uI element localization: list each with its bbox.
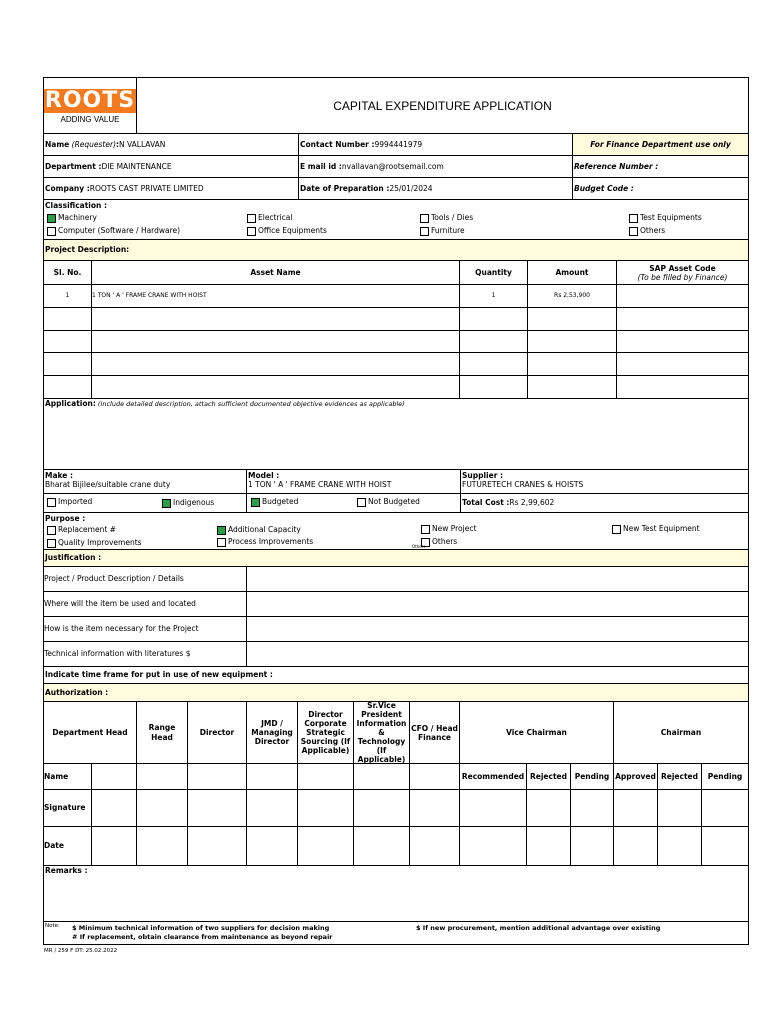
asset-amount[interactable] — [528, 331, 617, 352]
checkbox-icon[interactable] — [421, 525, 430, 534]
asset-qty[interactable] — [460, 308, 528, 330]
auth-name-cell[interactable] — [298, 764, 354, 789]
checkbox-icon[interactable] — [47, 498, 56, 507]
classification-option[interactable]: Tools / Dies — [420, 213, 473, 223]
total-cost-cell — [461, 494, 748, 512]
justification-row — [44, 567, 748, 592]
budgeted-option[interactable]: Budgeted — [251, 497, 298, 507]
imported-option[interactable]: Imported — [47, 497, 92, 507]
auth-row-label: Date — [44, 827, 92, 865]
department-label: Department : — [45, 161, 102, 171]
justification-answer[interactable] — [247, 617, 748, 641]
checkbox-icon[interactable] — [247, 214, 256, 223]
table-row — [44, 285, 748, 308]
classification-option[interactable]: Others — [629, 226, 665, 236]
auth-date-cell[interactable] — [247, 827, 298, 865]
asset-sl[interactable] — [44, 353, 92, 375]
col-sl-no: Sl. No. — [44, 261, 92, 284]
company-label: Company : — [45, 183, 90, 193]
department-row — [44, 156, 748, 178]
checkbox-icon[interactable] — [420, 227, 429, 236]
auth-date-cell[interactable] — [298, 827, 354, 865]
auth-signature-cell[interactable] — [702, 790, 748, 826]
asset-name[interactable] — [92, 376, 460, 398]
remarks-row[interactable] — [44, 866, 748, 922]
auth-date-cell[interactable] — [658, 827, 702, 865]
auth-signature-cell[interactable] — [527, 790, 571, 826]
justification-answer[interactable] — [247, 567, 748, 591]
origin-cell — [44, 494, 247, 512]
name-label: Name — [45, 139, 70, 149]
supplier-label: Supplier : — [462, 471, 504, 480]
checkbox-icon[interactable] — [247, 227, 256, 236]
logo-word: ROOTS — [44, 89, 137, 113]
timeframe-field[interactable]: Indicate time frame for put in use of new equipment : — [44, 667, 748, 684]
auth-col-header: Chairman — [660, 727, 702, 737]
note-1: $ Minimum technical information of two suppliers for decision making — [72, 924, 330, 932]
table-row — [44, 376, 748, 399]
contact-cell — [299, 134, 573, 155]
auth-row-label: Name — [44, 764, 92, 789]
auth-signature-cell[interactable] — [247, 790, 298, 826]
auth-signature-cell[interactable] — [188, 790, 247, 826]
col-asset-name: Asset Name — [92, 261, 460, 284]
auth-col-header: JMD / Managing Director — [247, 702, 298, 763]
auth-date-cell[interactable] — [354, 827, 410, 865]
justification-row — [44, 642, 748, 667]
company-value[interactable]: ROOTS CAST PRIVATE LIMITED — [89, 183, 204, 193]
asset-table-header — [44, 261, 748, 285]
asset-sap[interactable] — [617, 308, 748, 330]
asset-qty[interactable] — [460, 331, 528, 352]
purpose-option[interactable]: New Test Equipment — [612, 524, 700, 534]
col-amount: Amount — [528, 261, 617, 284]
model-label: Model : — [248, 471, 280, 480]
justification-row — [44, 592, 748, 617]
email-value[interactable]: nvallavan@rootsemail.com — [341, 161, 444, 171]
auth-col-header: Department Head — [44, 702, 137, 763]
procurement-row — [44, 494, 748, 513]
asset-sl[interactable] — [44, 331, 92, 352]
checkbox-icon[interactable] — [612, 525, 621, 534]
auth-name-cell[interactable] — [188, 764, 247, 789]
model-cell[interactable] — [247, 470, 461, 493]
capex-form — [43, 77, 749, 945]
table-row — [44, 331, 748, 353]
asset-qty[interactable] — [460, 353, 528, 375]
auth-name-cell[interactable] — [354, 764, 410, 789]
checkbox-icon[interactable] — [420, 214, 429, 223]
asset-sap[interactable] — [617, 376, 748, 398]
ch-pending: Pending — [707, 771, 743, 781]
company-cell — [44, 178, 299, 199]
asset-name[interactable]: 1 TON ' A ' FRAME CRANE WITH HOIST — [92, 285, 460, 307]
classification-option[interactable]: Machinery — [47, 213, 97, 223]
table-row — [44, 308, 748, 331]
make-value[interactable]: Bharat Bijilee/suitable crane duty — [45, 480, 171, 489]
total-cost-value[interactable]: Rs 2,99,602 — [509, 498, 555, 507]
ch-approved: Approved — [614, 764, 658, 789]
application-note: (Include detailed description, attach sufficient documented objective evidences as applicable) — [95, 400, 405, 408]
asset-sap[interactable] — [617, 331, 748, 352]
auth-signature-cell[interactable] — [137, 790, 188, 826]
asset-amount[interactable]: Rs 2,53,900 — [528, 285, 617, 307]
auth-name-cell[interactable] — [92, 764, 137, 789]
company-row — [44, 178, 748, 200]
asset-sap[interactable] — [617, 285, 748, 307]
asset-name[interactable] — [92, 353, 460, 375]
auth-signature-cell[interactable] — [410, 790, 460, 826]
name-row — [44, 134, 748, 156]
total-cost-label: Total Cost : — [462, 498, 510, 507]
name-sub-label: (Requester) — [71, 139, 116, 149]
justification-question: Project / Product Description / Details — [44, 567, 247, 591]
make-model-supplier-row — [44, 470, 748, 494]
auth-col-header: CFO / Head Finance — [410, 702, 460, 763]
classification-option[interactable]: Electrical — [247, 213, 292, 223]
supplier-value[interactable]: FUTURETECH CRANES & HOISTS — [462, 480, 584, 489]
checkbox-icon[interactable] — [47, 214, 56, 223]
form-title: CAPITAL EXPENDITURE APPLICATION — [333, 98, 552, 113]
purpose-option[interactable]: Process Improvements — [217, 537, 313, 547]
authorization-table-header — [44, 702, 748, 764]
contact-number[interactable]: 9994441979 — [374, 139, 423, 149]
asset-qty[interactable] — [460, 376, 528, 398]
col-sap-code: SAP Asset Code (To be filled by Finance) — [637, 263, 728, 282]
checkbox-icon[interactable] — [251, 498, 260, 507]
application-field[interactable] — [44, 399, 405, 409]
make-label: Make : — [45, 471, 74, 480]
make-cell[interactable] — [44, 470, 247, 493]
auth-col-header: Director Corporate Strategic Sourcing (If Applicable) — [298, 702, 354, 763]
checkbox-icon[interactable] — [162, 499, 171, 508]
purpose-row — [44, 513, 748, 550]
finance-only-note: For Finance Department use only — [573, 134, 748, 155]
others-small-label: Others — [412, 544, 426, 549]
vc-recommended: Recommended — [460, 764, 527, 789]
auth-signature-cell[interactable] — [571, 790, 614, 826]
company-logo — [44, 78, 137, 134]
note-label: Note: — [45, 923, 60, 929]
note-3: $ If new procurement, mention additional advantage over existing — [416, 924, 661, 932]
email-label: E mail id : — [300, 161, 342, 171]
name-cell: Name (Requester) : N VALLAVAN — [44, 134, 299, 155]
application-row[interactable] — [44, 399, 748, 470]
auth-date-cell[interactable] — [188, 827, 247, 865]
reference-number-field[interactable]: Reference Number : — [574, 161, 659, 171]
asset-amount[interactable] — [528, 308, 617, 330]
justification-answer[interactable] — [247, 642, 748, 666]
auth-name-cell[interactable] — [410, 764, 460, 789]
auth-name-cell[interactable] — [137, 764, 188, 789]
checkbox-icon[interactable] — [357, 498, 366, 507]
asset-sl[interactable]: 1 — [44, 285, 92, 307]
purpose-option[interactable]: New Project — [421, 524, 476, 534]
justification-row — [44, 617, 748, 642]
auth-date-cell[interactable] — [460, 827, 527, 865]
logo-tagline: ADDING VALUE — [60, 114, 120, 124]
checkbox-icon[interactable] — [47, 526, 56, 535]
email-cell — [299, 156, 573, 177]
table-row — [44, 353, 748, 376]
auth-date-cell[interactable] — [92, 827, 137, 865]
purpose-label: Purpose : — [45, 514, 86, 523]
checkbox-icon[interactable] — [217, 538, 226, 547]
model-value[interactable]: 1 TON ' A ' FRAME CRANE WITH HOIST — [248, 480, 392, 489]
justification-question: How is the item necessary for the Project — [44, 617, 247, 641]
budget-cell — [247, 494, 461, 512]
classification-option[interactable]: Office Equipments — [247, 226, 327, 236]
classification-label: Classification : — [45, 201, 107, 210]
checkbox-icon[interactable] — [629, 227, 638, 236]
auth-date-cell[interactable] — [571, 827, 614, 865]
auth-col-header: Director — [188, 702, 247, 763]
vc-pending: Pending — [571, 764, 614, 789]
auth-date-cell[interactable] — [527, 827, 571, 865]
asset-amount[interactable] — [528, 376, 617, 398]
classification-option[interactable]: Test Equipments — [629, 213, 702, 223]
auth-signature-cell[interactable] — [614, 790, 658, 826]
auth-date-cell[interactable] — [410, 827, 460, 865]
purpose-option[interactable]: Quality Improvements — [47, 538, 142, 548]
classification-row — [44, 200, 748, 240]
checkbox-icon[interactable] — [217, 526, 226, 535]
auth-signature-cell[interactable] — [298, 790, 354, 826]
asset-name[interactable] — [92, 308, 460, 330]
asset-sap[interactable] — [617, 353, 748, 375]
col-quantity: Quantity — [460, 261, 528, 284]
note-2: # If replacement, obtain clearance from maintenance as beyond repair — [72, 933, 333, 941]
supplier-cell[interactable] — [461, 470, 748, 493]
purpose-option[interactable]: Additional Capacity — [217, 525, 301, 535]
date-label: Date of Preparation : — [300, 183, 390, 193]
asset-qty[interactable]: 1 — [460, 285, 528, 307]
project-description-header: Project Description: — [44, 240, 748, 261]
indigenous-option[interactable]: Indigenous — [162, 498, 214, 508]
authorization-header: Authorization : — [44, 684, 748, 702]
asset-amount[interactable] — [528, 353, 617, 375]
remarks-label: Remarks : — [45, 866, 88, 875]
application-label: Application: — [45, 399, 96, 408]
auth-signature-row — [44, 790, 748, 827]
asset-sl[interactable] — [44, 308, 92, 330]
auth-col-header: Sr.Vice President Information & Technology (If Applicable) — [354, 702, 410, 763]
auth-date-row — [44, 827, 748, 866]
auth-col-header: Vice Chairman — [460, 702, 614, 763]
ch-rejected: Rejected — [658, 764, 702, 789]
auth-signature-cell[interactable] — [460, 790, 527, 826]
auth-row-label: Signature — [44, 790, 92, 826]
asset-name[interactable] — [92, 331, 460, 352]
checkbox-icon[interactable] — [47, 227, 56, 236]
purpose-option[interactable]: Others — [421, 537, 457, 547]
not-budgeted-option[interactable]: Not Budgeted — [357, 497, 420, 507]
classification-option[interactable]: Furniture — [420, 226, 465, 236]
budget-code-field[interactable]: Budget Code : — [574, 183, 634, 193]
requester-name[interactable]: N VALLAVAN — [119, 139, 166, 149]
department-cell — [44, 156, 299, 177]
footer-form-code: MR / 259 F DT: 25.02.2022 — [44, 948, 118, 954]
auth-signature-cell[interactable] — [354, 790, 410, 826]
date-cell — [299, 178, 573, 199]
department-value[interactable]: DIE MAINTENANCE — [101, 161, 172, 171]
asset-sl[interactable] — [44, 376, 92, 398]
justification-question: Technical information with literatures $ — [44, 642, 247, 666]
auth-date-cell[interactable] — [137, 827, 188, 865]
classification-option[interactable]: Computer (Software / Hardware) — [47, 226, 180, 236]
auth-date-cell[interactable] — [614, 827, 658, 865]
justification-answer[interactable] — [247, 592, 748, 616]
auth-signature-cell[interactable] — [92, 790, 137, 826]
date-value[interactable]: 25/01/2024 — [389, 183, 433, 193]
auth-date-cell[interactable] — [702, 827, 748, 865]
checkbox-icon[interactable] — [629, 214, 638, 223]
title-row — [44, 78, 748, 134]
auth-name-cell[interactable] — [247, 764, 298, 789]
auth-signature-cell[interactable] — [658, 790, 702, 826]
notes-row — [44, 922, 748, 944]
justification-question: Where will the item be used and located — [44, 592, 247, 616]
justification-header: Justification : — [44, 550, 748, 567]
auth-col-header: Range Head — [137, 702, 188, 763]
vc-rejected: Rejected — [527, 764, 571, 789]
checkbox-icon[interactable] — [47, 539, 56, 548]
contact-label: Contact Number : — [300, 139, 375, 149]
purpose-option[interactable]: Replacement # — [47, 525, 116, 535]
auth-name-row — [44, 764, 748, 790]
